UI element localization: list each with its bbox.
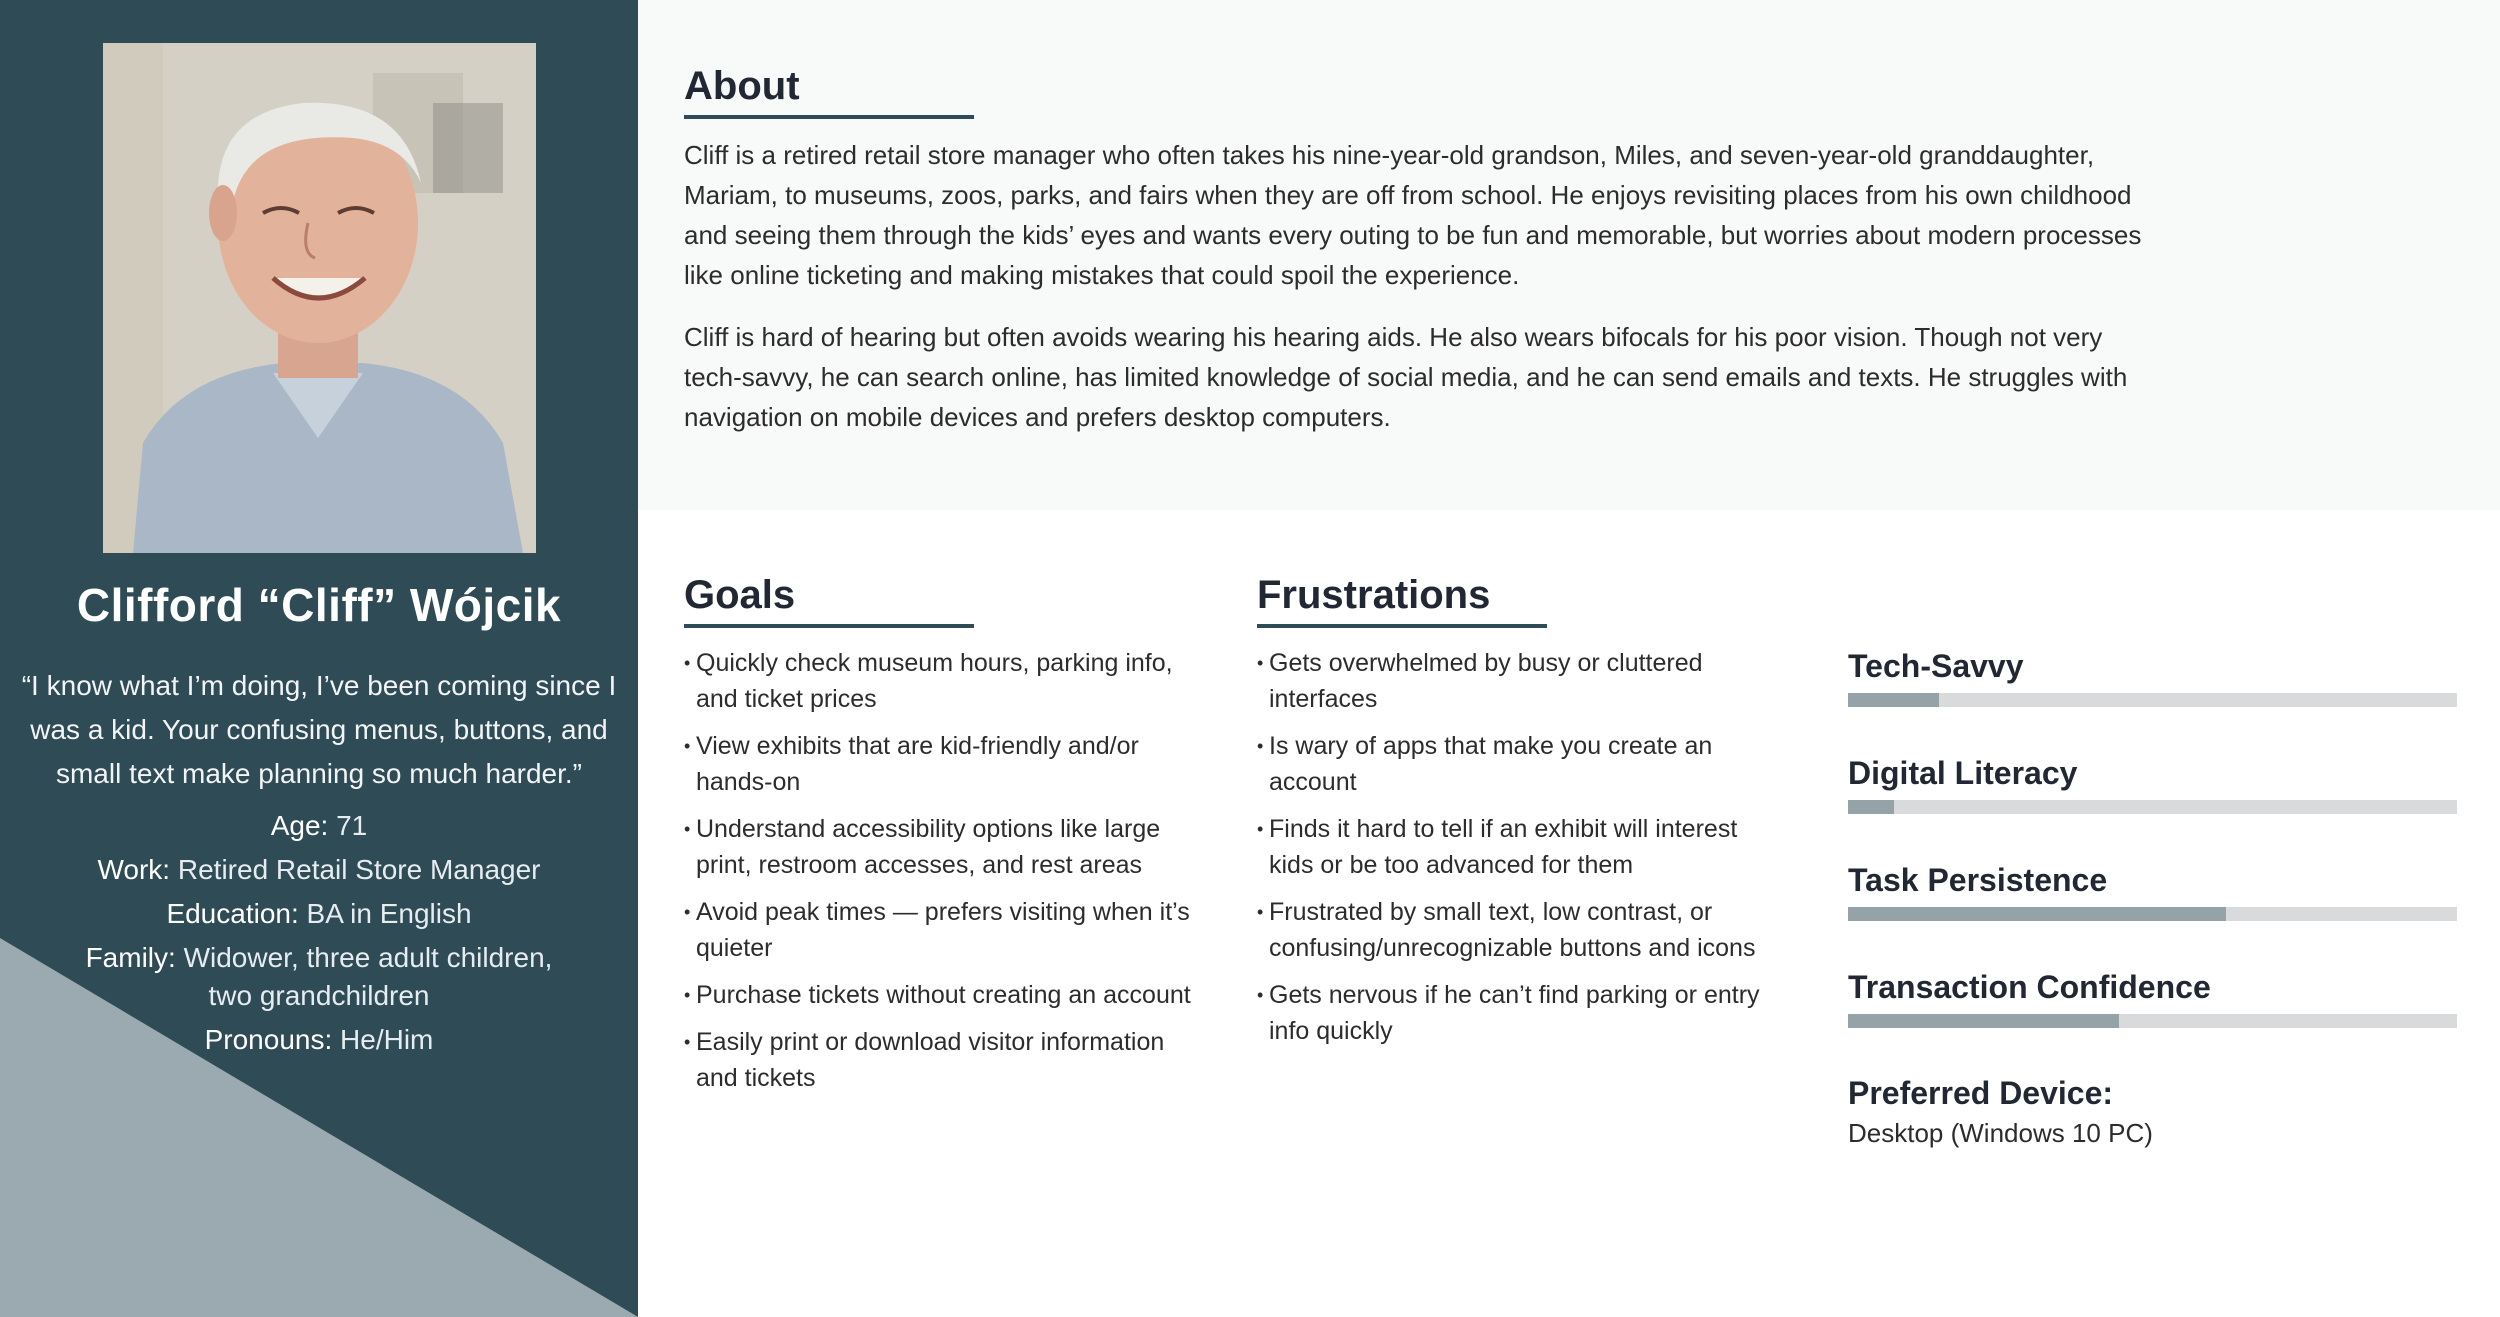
profile-sidebar [0, 0, 638, 1317]
list-item: • Frustrated by small text, low contrast, or confusing/unrecognizable buttons and icons [1257, 894, 1787, 966]
about-section [638, 0, 2500, 510]
goals-list [684, 645, 1204, 1107]
fact-label: Education: [166, 898, 299, 929]
persona-facts [0, 804, 638, 1062]
list-item: • Gets overwhelmed by busy or cluttered interfaces [1257, 645, 1787, 717]
metric-label-task-persistence: Task Persistence [1848, 862, 2108, 898]
fact-value: Widower, three adult children, [183, 942, 553, 973]
fact-education [0, 892, 638, 936]
preferred-device-label: Preferred Device: [1848, 1075, 2114, 1111]
list-item: • Purchase tickets without creating an account [684, 977, 1204, 1013]
list-item: • Quickly check museum hours, parking info, and ticket prices [684, 645, 1204, 717]
list-item: • View exhibits that are kid-friendly and/or hands-on [684, 728, 1204, 800]
fact-value: He/Him [340, 1024, 434, 1055]
about-paragraph-2: Cliff is hard of hearing but often avoids wearing his hearing aids. He also wears bifocals for his poor vision. Though not very tech-savvy, he can search online, has limited knowledge of social media, and he can send emails and texts. He struggles with navigation on mobile devices and prefers desktop computers. [684, 322, 2128, 432]
list-item: • Gets nervous if he can’t find parking or entry info quickly [1257, 977, 1787, 1049]
avatar-illustration [103, 43, 536, 553]
fact-family [0, 939, 638, 1015]
about-title: About [684, 64, 800, 108]
metric-label-transaction-confidence: Transaction Confidence [1848, 969, 2211, 1005]
fact-label: Pronouns: [204, 1024, 333, 1055]
list-item: • Understand accessibility options like large print, restroom accesses, and rest areas [684, 811, 1204, 883]
metric-fill [1848, 693, 1939, 707]
fact-age [0, 804, 638, 848]
persona-quote: “I know what I’m doing, I’ve been coming since I was a kid. Your confusing menus, buttons, and small text make planning so much harder.” [21, 670, 617, 789]
profile-photo [103, 43, 536, 553]
about-paragraph-1: Cliff is a retired retail store manager who often takes his nine-year-old grandson, Miles, and seven-year-old granddaughter, Mariam, to museums, zoos, parks, and fairs when they are off from school. He enjoys revisiting places from his own childhood and seeing them through the kids’ eyes and wants every outing to be fun and memorable, but worries about modern processes like online ticketing and making mistakes that could spoil the experience. [684, 140, 2142, 290]
list-item: • Easily print or download visitor information and tickets [684, 1024, 1204, 1096]
metric-bar-digital-literacy [1848, 800, 2457, 814]
persona-name: Clifford “Cliff” Wójcik [76, 579, 562, 631]
fact-label: Family: [85, 942, 176, 973]
fact-pronouns [0, 1018, 638, 1062]
metric-bar-tech-savvy [1848, 693, 2457, 707]
about-underline [684, 115, 974, 119]
fact-value: BA in English [306, 898, 472, 929]
list-item: • Avoid peak times — prefers visiting when it’s quieter [684, 894, 1204, 966]
fact-value: Retired Retail Store Manager [177, 854, 541, 885]
metric-bar-transaction-confidence [1848, 1014, 2457, 1028]
goals-underline [684, 624, 974, 628]
fact-label: Work: [97, 854, 171, 885]
frustrations-title: Frustrations [1257, 573, 1491, 617]
metric-label-digital-literacy: Digital Literacy [1848, 755, 2078, 791]
preferred-device-value: Desktop (Windows 10 PC) [1848, 1118, 2153, 1148]
metric-label-tech-savvy: Tech-Savvy [1848, 648, 2024, 684]
metric-fill [1848, 1014, 2119, 1028]
frustrations-list [1257, 645, 1787, 1060]
goals-title: Goals [684, 573, 796, 617]
metric-fill [1848, 800, 1894, 814]
fact-work [0, 848, 638, 892]
metric-fill [1848, 907, 2226, 921]
metric-bar-task-persistence [1848, 907, 2457, 921]
frustrations-underline [1257, 624, 1547, 628]
list-item: • Finds it hard to tell if an exhibit will interest kids or be too advanced for them [1257, 811, 1787, 883]
fact-label: Age: [270, 810, 329, 841]
fact-value: 71 [336, 810, 368, 841]
list-item: • Is wary of apps that make you create an account [1257, 728, 1787, 800]
fact-value: two grandchildren [208, 980, 430, 1011]
